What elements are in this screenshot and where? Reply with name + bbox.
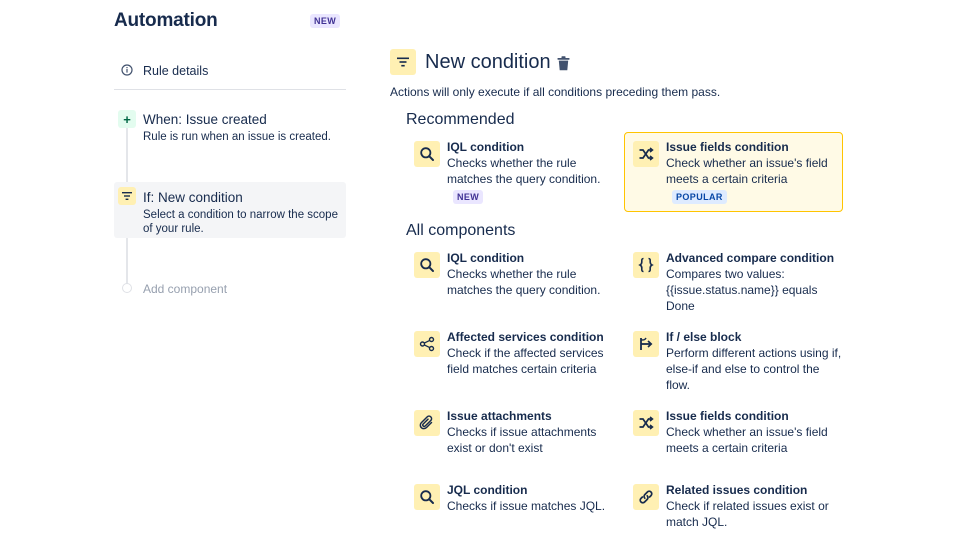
paperclip-icon <box>414 410 440 436</box>
page-title: New condition <box>425 51 551 73</box>
component-title: If / else block <box>666 330 742 344</box>
delete-button[interactable] <box>555 54 571 72</box>
component-card-iql-condition-recommended[interactable] <box>406 133 625 211</box>
add-component-dot <box>122 283 132 293</box>
search-icon <box>414 484 440 510</box>
step-description: Rule is run when an issue is created. <box>143 131 331 143</box>
page-subtitle: Actions will only execute if all conditions preceding them pass. <box>390 85 721 99</box>
component-title: Issue attachments <box>447 409 552 423</box>
component-description: Perform different actions using if, else-if and else to control the flow. <box>666 346 842 392</box>
link-icon <box>633 484 659 510</box>
share-icon <box>414 331 440 357</box>
component-description: Check if related issues exist or match JQL. <box>666 499 829 529</box>
branch-icon <box>633 331 659 357</box>
component-title: Issue fields condition <box>666 409 789 423</box>
component-card-advanced-compare-condition[interactable] <box>625 244 844 318</box>
component-title: Advanced compare condition <box>666 251 835 265</box>
component-card-jql-condition[interactable] <box>406 476 625 520</box>
add-component-button[interactable] <box>114 280 346 298</box>
popular-badge: POPULAR <box>672 190 727 204</box>
filter-icon <box>390 49 416 75</box>
component-card-if-else-block[interactable] <box>625 323 844 397</box>
new-badge: NEW <box>453 190 483 204</box>
section-title-all-components: All components <box>406 222 516 239</box>
step-title: When: Issue created <box>143 112 267 127</box>
component-description: Checks whether the rule matches the query condition. <box>447 267 601 297</box>
component-card-related-issues-condition[interactable] <box>625 476 844 534</box>
rule-details-link[interactable] <box>114 58 346 90</box>
component-card-affected-services-condition[interactable] <box>406 323 625 383</box>
filter-icon <box>118 187 136 205</box>
braces-icon <box>633 252 659 278</box>
shuffle-icon <box>633 410 659 436</box>
component-description: Check whether an issue's field meets a certain criteria <box>666 156 828 186</box>
component-title: Issue fields condition <box>666 140 789 154</box>
component-title: IQL condition <box>447 140 525 154</box>
shuffle-icon <box>633 141 659 167</box>
component-description: Check whether an issue's field meets a certain criteria <box>666 425 828 455</box>
new-badge: NEW <box>310 14 340 28</box>
rule-details-label: Rule details <box>143 64 209 78</box>
component-description: Compares two values: {{issue.status.name}} equals Done <box>666 267 818 313</box>
search-icon <box>414 141 440 167</box>
component-card-iql-condition[interactable] <box>406 244 625 304</box>
component-card-issue-fields-condition-recommended[interactable] <box>624 132 843 212</box>
step-description: Select a condition to narrow the scope of your rule. <box>143 209 338 235</box>
component-card-issue-fields-condition[interactable] <box>625 402 844 462</box>
component-description: Checks whether the rule matches the query condition. <box>447 156 601 186</box>
plus-icon: + <box>118 110 136 128</box>
add-component-label: Add component <box>143 282 228 296</box>
step-trigger[interactable] <box>114 104 346 152</box>
step-condition[interactable] <box>114 182 346 238</box>
component-description: Checks if issue matches JQL. <box>447 499 606 513</box>
component-title: Related issues condition <box>666 483 808 497</box>
search-icon <box>414 252 440 278</box>
component-title: Affected services condition <box>447 330 604 344</box>
component-title: JQL condition <box>447 483 528 497</box>
step-title: If: New condition <box>143 190 243 205</box>
app-title: Automation <box>114 10 218 31</box>
component-title: IQL condition <box>447 251 525 265</box>
component-description: Checks if issue attachments exist or don't exist <box>447 425 597 455</box>
trash-icon <box>557 56 570 71</box>
component-description: Check if the affected services field matches certain criteria <box>447 346 604 376</box>
component-card-issue-attachments[interactable] <box>406 402 625 462</box>
info-icon <box>121 64 133 76</box>
section-title-recommended: Recommended <box>406 111 515 128</box>
